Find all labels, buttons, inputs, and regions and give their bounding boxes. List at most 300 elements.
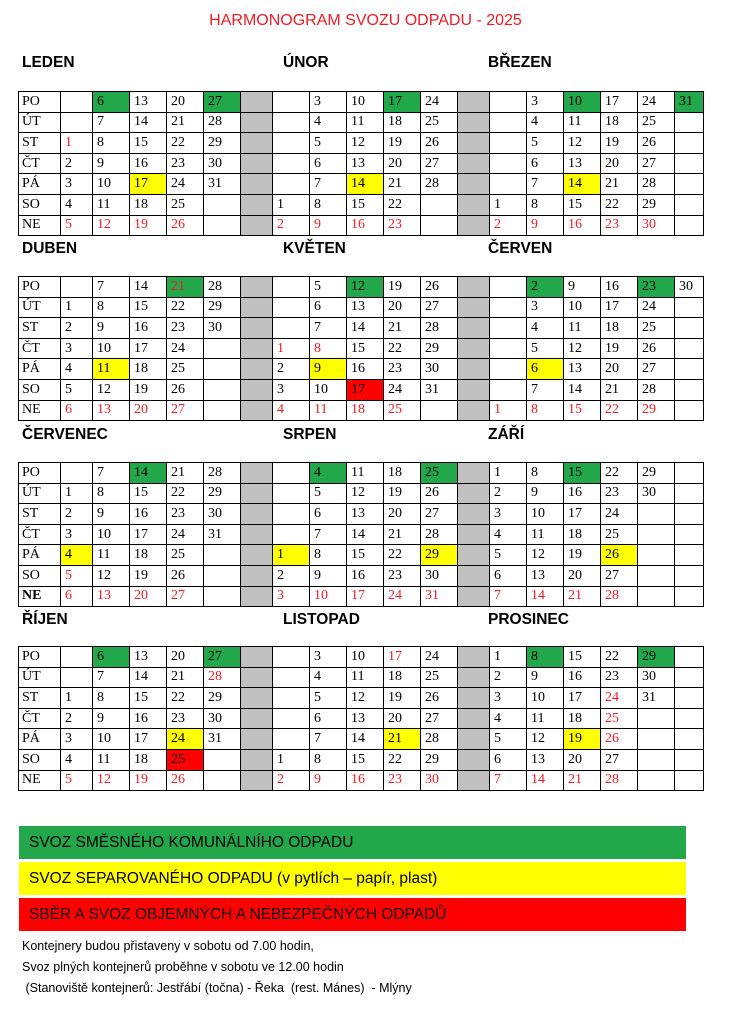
day-cell: 21 [384,318,421,339]
day-cell [638,504,675,525]
day-cell: 6 [527,359,564,380]
legend-komunalni: SVOZ SMĚSNÉHO KOMUNÁLNÍHO ODPADU [19,826,686,859]
day-cell: 2 [490,215,527,236]
day-cell: 4 [61,545,93,566]
day-cell: 17 [564,504,601,525]
day-cell [273,667,310,688]
month-separator [458,194,490,215]
day-cell: 4 [61,359,93,380]
day-cell: 4 [527,112,564,133]
day-cell: 23 [601,483,638,504]
day-cell: 17 [347,379,384,400]
month-separator [241,194,273,215]
day-cell: 19 [601,338,638,359]
day-cell: 3 [273,586,310,607]
day-cell: 15 [130,133,167,154]
day-cell: 17 [601,92,638,113]
day-cell: 2 [61,318,93,339]
day-cell: 21 [167,463,204,484]
day-cell: 10 [564,297,601,318]
day-row [19,770,704,791]
day-cell [204,338,241,359]
day-cell: 21 [384,729,421,750]
day-cell: 26 [167,770,204,791]
day-cell: 6 [93,647,130,668]
month-separator [241,545,273,566]
day-cell: 20 [601,359,638,380]
day-cell [675,586,704,607]
day-cell: 14 [130,667,167,688]
day-cell [273,504,310,525]
day-row [19,647,704,668]
day-cell: 10 [347,92,384,113]
day-cell: 24 [167,729,204,750]
day-cell: 1 [273,749,310,770]
day-cell: 29 [421,338,458,359]
day-cell: 4 [61,194,93,215]
day-cell: 12 [564,133,601,154]
quarter-table [18,462,704,607]
month-separator [241,729,273,750]
day-cell: 1 [61,297,93,318]
day-row [19,749,704,770]
day-cell [204,545,241,566]
day-cell [490,379,527,400]
day-cell: 1 [490,463,527,484]
day-cell: 15 [130,483,167,504]
day-cell: 17 [130,729,167,750]
day-cell: 16 [601,277,638,298]
day-cell: 7 [310,524,347,545]
day-label: ST [19,318,61,339]
month-separator [241,647,273,668]
day-cell: 16 [347,770,384,791]
day-cell: 21 [564,586,601,607]
day-cell: 28 [638,379,675,400]
day-row [19,194,704,215]
day-cell: 4 [273,400,310,421]
day-cell: 28 [204,463,241,484]
day-cell: 4 [310,463,347,484]
day-cell: 29 [204,688,241,709]
day-cell: 6 [310,504,347,525]
day-row [19,277,704,298]
day-cell [675,215,704,236]
day-cell: 8 [310,545,347,566]
day-cell: 8 [310,338,347,359]
day-cell: 22 [601,400,638,421]
day-cell: 27 [638,153,675,174]
day-cell: 16 [347,215,384,236]
day-cell: 7 [93,112,130,133]
day-cell: 11 [347,112,384,133]
day-cell: 12 [347,277,384,298]
day-row [19,215,704,236]
month-separator [241,688,273,709]
day-cell: 23 [384,215,421,236]
month-separator [458,400,490,421]
month-separator [241,524,273,545]
day-cell: 3 [527,297,564,318]
day-label: ČT [19,338,61,359]
day-cell: 24 [421,92,458,113]
day-cell: 7 [310,729,347,750]
day-cell [490,338,527,359]
day-label: SO [19,565,61,586]
day-cell: 15 [347,338,384,359]
day-cell: 14 [527,770,564,791]
day-cell: 13 [93,400,130,421]
day-cell: 11 [527,708,564,729]
day-cell: 21 [564,770,601,791]
day-cell: 18 [564,524,601,545]
day-cell [490,133,527,154]
day-row [19,318,704,339]
day-cell [204,749,241,770]
day-cell: 18 [564,708,601,729]
day-cell [490,92,527,113]
day-cell: 3 [310,92,347,113]
day-cell: 10 [93,338,130,359]
month-separator [458,133,490,154]
day-label: ST [19,133,61,154]
day-cell [273,483,310,504]
day-cell: 28 [601,770,638,791]
day-cell [273,297,310,318]
day-cell: 19 [384,133,421,154]
day-cell: 19 [130,770,167,791]
day-cell: 16 [347,565,384,586]
day-cell: 26 [421,483,458,504]
day-cell: 17 [347,586,384,607]
day-cell: 27 [421,504,458,525]
day-cell [273,277,310,298]
day-label: PÁ [19,545,61,566]
day-cell: 8 [310,749,347,770]
month-separator [241,400,273,421]
day-cell: 5 [61,770,93,791]
day-cell: 28 [204,277,241,298]
day-cell: 1 [61,133,93,154]
day-row [19,174,704,195]
day-cell [490,297,527,318]
day-cell [675,565,704,586]
day-cell: 26 [167,215,204,236]
day-label: ÚT [19,112,61,133]
day-cell: 29 [204,297,241,318]
day-cell: 20 [384,153,421,174]
day-cell [204,194,241,215]
day-label: SO [19,749,61,770]
day-row [19,359,704,380]
day-cell: 30 [204,318,241,339]
month-separator [458,318,490,339]
day-cell: 12 [93,565,130,586]
day-cell: 22 [384,194,421,215]
day-cell: 26 [421,133,458,154]
day-cell [273,174,310,195]
day-row [19,708,704,729]
day-cell [675,153,704,174]
day-cell: 7 [490,770,527,791]
month-separator [241,749,273,770]
day-row [19,112,704,133]
day-cell: 23 [601,667,638,688]
quarter-table [18,91,704,236]
day-cell: 18 [130,749,167,770]
day-cell [638,565,675,586]
day-cell: 5 [490,545,527,566]
quarter-table [18,646,704,791]
day-cell [204,379,241,400]
day-label: PO [19,92,61,113]
day-cell: 2 [527,277,564,298]
month-separator [458,338,490,359]
quarter-table [18,276,704,421]
day-label: PÁ [19,174,61,195]
day-cell: 25 [167,359,204,380]
day-cell: 28 [421,318,458,339]
day-cell: 29 [638,463,675,484]
day-cell: 20 [167,92,204,113]
day-cell: 8 [310,194,347,215]
day-cell: 23 [638,277,675,298]
day-cell: 26 [638,133,675,154]
day-cell: 9 [93,708,130,729]
day-label: ČT [19,153,61,174]
day-cell: 14 [527,586,564,607]
day-cell: 2 [61,153,93,174]
day-cell: 16 [130,708,167,729]
day-cell: 20 [384,297,421,318]
day-cell: 30 [204,153,241,174]
month-title: LEDEN [22,54,75,71]
day-cell: 1 [490,400,527,421]
day-cell [675,112,704,133]
day-row [19,524,704,545]
day-cell: 23 [167,318,204,339]
day-cell: 7 [93,463,130,484]
day-cell [675,545,704,566]
day-cell: 14 [347,729,384,750]
day-cell: 10 [527,504,564,525]
day-row [19,400,704,421]
day-label: NE [19,215,61,236]
day-cell: 16 [564,483,601,504]
day-cell: 21 [601,379,638,400]
day-cell: 28 [421,729,458,750]
day-cell: 16 [347,359,384,380]
day-cell: 25 [601,708,638,729]
day-cell: 11 [527,524,564,545]
month-separator [241,112,273,133]
day-cell: 12 [93,379,130,400]
day-row [19,133,704,154]
day-cell: 16 [130,318,167,339]
day-cell: 9 [564,277,601,298]
day-cell: 5 [527,338,564,359]
month-separator [241,215,273,236]
month-separator [241,277,273,298]
day-cell: 6 [61,400,93,421]
day-cell: 10 [310,586,347,607]
day-cell: 12 [347,133,384,154]
day-cell: 5 [61,215,93,236]
month-separator [241,92,273,113]
day-cell: 1 [490,647,527,668]
month-separator [458,688,490,709]
day-cell: 25 [167,545,204,566]
day-cell: 23 [384,770,421,791]
day-cell: 1 [273,545,310,566]
day-cell: 6 [310,297,347,318]
day-cell: 28 [421,524,458,545]
month-title: SRPEN [283,426,337,443]
day-cell: 11 [93,194,130,215]
day-row [19,667,704,688]
month-separator [458,586,490,607]
day-cell: 18 [601,318,638,339]
day-cell [675,194,704,215]
day-cell: 15 [564,463,601,484]
day-cell [638,708,675,729]
day-cell: 30 [638,667,675,688]
day-cell: 30 [204,504,241,525]
day-cell: 14 [130,112,167,133]
day-cell: 8 [93,133,130,154]
day-cell: 4 [61,749,93,770]
day-cell: 4 [310,112,347,133]
day-cell: 15 [564,194,601,215]
day-label: SO [19,194,61,215]
day-cell: 7 [490,586,527,607]
day-cell: 15 [130,688,167,709]
day-cell: 27 [601,565,638,586]
day-cell [204,565,241,586]
month-separator [458,749,490,770]
day-cell [675,133,704,154]
month-title: ČERVENEC [22,426,108,443]
note-line: (Stanoviště kontejnerů: Jestřábí (točna) - Řeka (rest. Mánes) - Mlýny [22,981,412,995]
month-separator [241,586,273,607]
day-cell: 14 [130,463,167,484]
day-label: NE [19,400,61,421]
day-cell: 10 [564,92,601,113]
day-cell: 9 [310,565,347,586]
day-cell: 5 [310,483,347,504]
day-cell: 1 [273,338,310,359]
day-cell: 10 [93,174,130,195]
day-cell: 30 [638,483,675,504]
month-title: DUBEN [22,240,78,257]
day-cell [421,400,458,421]
day-cell: 22 [384,545,421,566]
day-cell: 1 [490,194,527,215]
day-cell: 7 [527,379,564,400]
day-cell: 9 [93,318,130,339]
month-separator [458,504,490,525]
day-cell [204,770,241,791]
day-cell: 10 [310,379,347,400]
day-cell [490,277,527,298]
day-cell: 11 [310,400,347,421]
month-title: ČERVEN [488,240,553,257]
day-label: ST [19,688,61,709]
day-cell: 7 [527,174,564,195]
month-separator [458,153,490,174]
day-cell: 11 [564,318,601,339]
month-separator [241,483,273,504]
day-cell [421,215,458,236]
day-cell: 8 [93,483,130,504]
day-label: PÁ [19,359,61,380]
day-cell [675,770,704,791]
day-cell: 12 [564,338,601,359]
day-cell: 31 [204,174,241,195]
day-cell: 13 [347,297,384,318]
day-cell: 26 [601,729,638,750]
day-cell: 17 [130,174,167,195]
day-cell [675,483,704,504]
day-cell: 15 [564,400,601,421]
day-cell: 8 [527,400,564,421]
month-separator [241,565,273,586]
day-cell: 30 [421,565,458,586]
month-separator [241,463,273,484]
month-separator [241,708,273,729]
day-cell [675,524,704,545]
day-cell: 9 [93,504,130,525]
day-cell: 22 [601,194,638,215]
day-cell: 8 [93,297,130,318]
day-cell: 2 [490,667,527,688]
legend-objemny: SBĚR A SVOZ OBJEMNÝCH A NEBEZPEČNÝCH ODPADŮ [19,898,686,931]
day-cell: 24 [384,379,421,400]
note-line: Svoz plných kontejnerů proběhne v sobotu ve 12.00 hodin [22,960,344,974]
day-cell: 20 [601,153,638,174]
day-cell: 1 [61,688,93,709]
day-cell [273,524,310,545]
day-cell: 13 [130,92,167,113]
day-cell: 20 [384,708,421,729]
day-cell: 24 [638,297,675,318]
month-title: LISTOPAD [283,611,360,628]
day-cell: 6 [527,153,564,174]
day-row [19,688,704,709]
day-cell: 12 [93,770,130,791]
day-cell: 5 [310,277,347,298]
day-cell: 20 [564,565,601,586]
day-cell: 19 [564,729,601,750]
day-cell: 29 [638,194,675,215]
day-cell [675,667,704,688]
day-cell: 2 [273,770,310,791]
month-title: PROSINEC [488,611,569,628]
day-cell: 23 [167,504,204,525]
day-cell: 15 [347,749,384,770]
day-cell: 27 [167,400,204,421]
day-cell: 22 [384,338,421,359]
day-cell: 9 [93,153,130,174]
day-cell: 18 [601,112,638,133]
day-cell [675,463,704,484]
day-cell: 4 [490,708,527,729]
day-cell: 6 [490,565,527,586]
day-cell: 24 [384,586,421,607]
day-cell [490,359,527,380]
day-cell: 28 [421,174,458,195]
day-cell: 9 [310,770,347,791]
